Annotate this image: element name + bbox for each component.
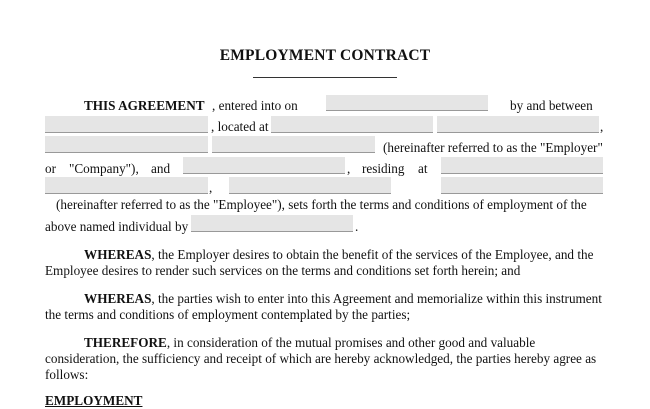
therefore-text: , in consideration of the mutual promises and other good and valuable <box>166 335 536 350</box>
title-underline <box>253 77 397 78</box>
employer-address-field-1[interactable] <box>271 116 433 133</box>
employer-name-field[interactable] <box>45 116 208 133</box>
whereas-clause-1 <box>84 247 593 263</box>
employee-address-field-3[interactable] <box>229 177 391 194</box>
or-text: or <box>45 161 56 176</box>
employer-address-field-2[interactable] <box>437 116 599 133</box>
employee-address-field-1[interactable] <box>441 157 603 174</box>
company-text: "Company"), <box>69 161 139 176</box>
and-text: and <box>151 161 171 176</box>
above-text: above named individual by <box>45 219 189 234</box>
employee-ref-text: (hereinafter referred to as the "Employee"), sets forth the terms and conditions of employment of the <box>56 197 587 212</box>
whereas-text: , the Employer desires to obtain the benefit of the services of the Employee, and the <box>151 247 594 262</box>
employer-address-field-3[interactable] <box>45 136 208 153</box>
therefore-text-line-2: consideration, the sufficiency and receipt of which are hereby acknowledged, the parties hereby agree as <box>45 351 597 366</box>
whereas-clause-2 <box>84 291 602 307</box>
employer-signatory-field[interactable] <box>191 215 353 232</box>
employer-address-field-4[interactable] <box>212 136 375 153</box>
document-title: EMPLOYMENT CONTRACT <box>219 47 431 64</box>
whereas-text-line-2: Employee desires to render such services on the terms and conditions set forth herein; and <box>45 263 521 278</box>
period: . <box>355 219 359 234</box>
entered-text: , entered into on <box>212 98 298 113</box>
comma: , <box>347 161 351 176</box>
whereas-text-line-2: the terms and conditions of employment contemplated by the parties; <box>45 307 411 322</box>
employee-address-field-4[interactable] <box>441 177 603 194</box>
comma: , <box>209 180 213 195</box>
by-between-text: by and between <box>510 98 593 113</box>
located-text: , located at <box>211 119 269 134</box>
employee-address-field-2[interactable] <box>45 177 208 194</box>
agreement-date-field[interactable] <box>326 95 488 111</box>
residing-text: residing <box>362 161 405 176</box>
whereas-lead: WHEREAS <box>84 291 152 306</box>
at-text: at <box>418 161 428 176</box>
section-heading-employment: EMPLOYMENT <box>45 393 143 408</box>
agreement-lead: THIS AGREEMENT <box>84 98 205 113</box>
whereas-lead: WHEREAS <box>84 247 152 262</box>
therefore-clause <box>84 335 535 351</box>
whereas-text: , the parties wish to enter into this Agreement and memorialize within this instrument <box>151 291 602 306</box>
employee-name-field[interactable] <box>183 157 345 174</box>
employer-ref-text: (hereinafter referred to as the "Employer" <box>383 140 603 155</box>
comma: , <box>600 119 604 134</box>
therefore-text-line-3: follows: <box>45 367 89 382</box>
therefore-lead: THEREFORE <box>84 335 167 350</box>
